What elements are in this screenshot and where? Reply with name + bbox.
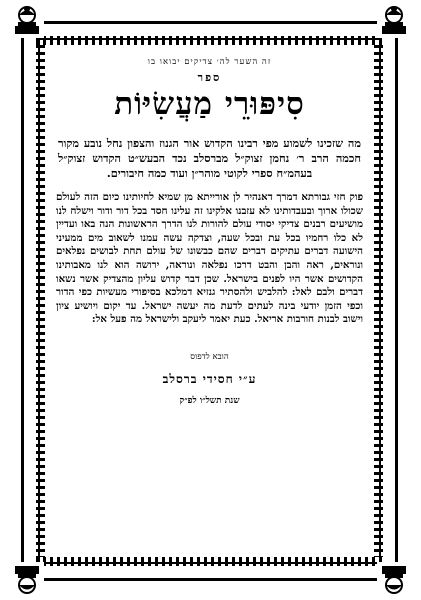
sefer-label: ספר: [197, 71, 222, 84]
title-page-content: [52, 54, 367, 554]
corner-ornament-top-left: [10, 4, 44, 38]
body-paragraph: פוק חזי גבורתא דמרך דאנהיר לן אורייתא מן שמיא לחיותינו כיום הזה לעולם שכולו ארוך ובעבדותינו לא עזבנו אלקינו זה עלינו חסד בכל דור ודור וישלח לנו מושיעים רבנים צדיקי יסודי עולם להורות לנו הדרך הראשונות הנה באו ועדיין לא כלו רחמיו בכל עת ובכל שעה, וצדקה עשה עמנו לשאוב מים ממעיני הישועה דברים עתיקים דברים שהם כבשונו של עולם תחת לבושים נפלאים ונוראים, ראה והבן והבט דרכו נפלאה ונוראה, ירושה הוא לנו מאבותינו הקדושים אשר היו לפנים בישראל. שכן דבר קדוש עליון מהצדיק אשר נשאו דברים ולבם לאל: להלביש ולהסתיר גנזיא דמלכא בסיפורי מעשיות כפי הדור וכפי הזמן יודעי בינה לעתים לדעת מה יעשה ישראל. עד יקום ויושיע ציון וישוב לבנות חורבות אריאל. כעת יאמר ליעקב ולישראל מה פעל אל:: [56, 191, 363, 326]
corner-ornament-bottom-left: [10, 562, 44, 596]
top-verse: זה השער לה׳ צדיקים יבואו בו: [147, 57, 272, 67]
corner-ornament-top-right: [377, 4, 411, 38]
year-line: שנת תשל״ו לפ״ק: [179, 395, 240, 406]
intro-paragraph: מה שזכינו לשמוע מפי רבינו הקדוש אור הגנוז והצפון נחל נובע מקור חכמה הרב ר׳ נחמן זצוק״ל מברסלב נכד הבעש״ט הקדוש זצוק״ל בעהמ״ח ספרי לקוטי מוהר״ן ועוד כמה חיבורים.: [58, 136, 361, 180]
publisher: ע״י חסידי ברסלב: [162, 371, 257, 386]
printed-label: הובא לדפוס: [190, 351, 229, 362]
book-title: סִיפּוּרֵי מַעֲשִׂיּוֹת: [114, 86, 305, 122]
corner-ornament-bottom-right: [377, 562, 411, 596]
